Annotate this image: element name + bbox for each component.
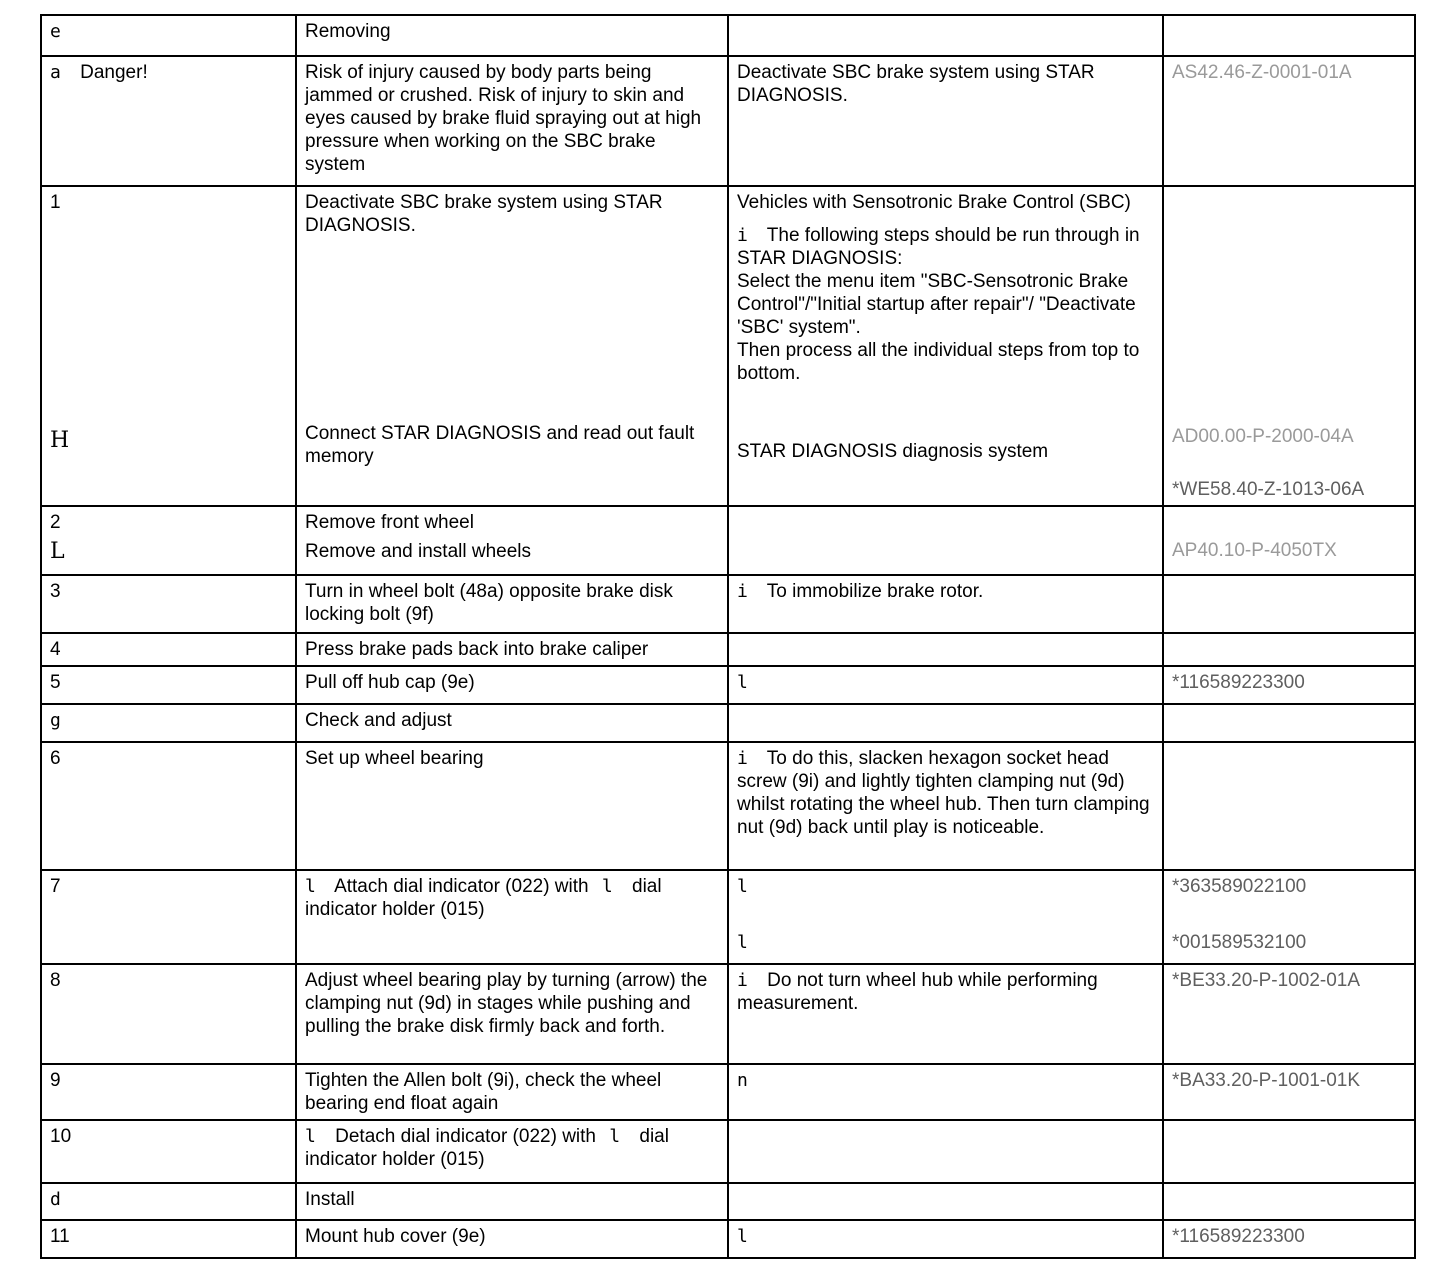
text-block (305, 1069, 719, 1115)
cell-step (41, 633, 296, 666)
symbol-glyph: i (737, 581, 748, 602)
text-span: Deactivate SBC brake system using STAR DIAGNOSIS. (305, 192, 663, 236)
cell-step (41, 1220, 296, 1258)
cell-note (728, 1064, 1163, 1120)
cell-step (41, 575, 296, 633)
symbol-glyph: l (737, 672, 748, 693)
text-block (737, 224, 1154, 270)
text-block (737, 671, 1154, 694)
cell-ref (1163, 870, 1415, 964)
text-block (50, 429, 287, 453)
table-row (41, 666, 1415, 704)
text-block (50, 20, 287, 43)
text-block (50, 191, 287, 214)
text-block (305, 511, 719, 534)
text-span: 5 (50, 672, 61, 693)
text-block (1172, 671, 1406, 694)
cell-desc (296, 633, 728, 666)
cell-ref (1163, 1183, 1415, 1220)
text-block (50, 709, 287, 732)
cell-note (728, 15, 1163, 56)
cell-step (41, 186, 296, 506)
text-block (50, 875, 287, 898)
text-span: To immobilize brake rotor. (766, 581, 984, 602)
text-span: 10 (50, 1126, 72, 1147)
text-block (50, 1069, 287, 1092)
text-block (737, 339, 1154, 385)
cell-ref (1163, 704, 1415, 742)
cell-step (41, 1183, 296, 1220)
text-span: *001589532100 (1172, 932, 1307, 953)
text-block (737, 580, 1154, 603)
symbol-glyph: L (50, 539, 65, 564)
cell-desc (296, 15, 728, 56)
text-span: AS42.46-Z-0001-01A (1172, 62, 1352, 83)
text-block (305, 61, 719, 176)
text-span: *BE33.20-P-1002-01A (1172, 970, 1361, 991)
cell-note (728, 575, 1163, 633)
text-block (737, 931, 1154, 954)
text-block (737, 440, 1154, 463)
cell-ref (1163, 964, 1415, 1064)
text-block (305, 638, 719, 661)
table-row (41, 704, 1415, 742)
text-span: 3 (50, 581, 61, 602)
text-block (50, 61, 287, 84)
cell-note (728, 633, 1163, 666)
text-span: 4 (50, 639, 61, 660)
cell-desc (296, 666, 728, 704)
text-span: Turn in wheel bolt (48a) opposite brake disk locking bolt (9f) (305, 581, 673, 625)
text-block (1172, 875, 1406, 898)
text-span: Press brake pads back into brake caliper (305, 639, 649, 660)
cell-ref (1163, 1064, 1415, 1120)
cell-ref (1163, 742, 1415, 870)
cell-note (728, 870, 1163, 964)
cell-note (728, 1220, 1163, 1258)
text-block (305, 580, 719, 626)
text-span: Then process all the individual steps from top to bottom. (737, 340, 1140, 384)
table-row (41, 56, 1415, 186)
cell-step (41, 1064, 296, 1120)
text-block (305, 1225, 719, 1248)
text-span: 7 (50, 876, 61, 897)
cell-note (728, 1183, 1163, 1220)
text-block (50, 580, 287, 603)
cell-desc (296, 506, 728, 575)
text-block (737, 1069, 1154, 1092)
text-span: Connect STAR DIAGNOSIS and read out fault memory (305, 423, 695, 467)
cell-desc (296, 575, 728, 633)
table-row (41, 742, 1415, 870)
text-block (305, 747, 719, 770)
table-row (41, 575, 1415, 633)
table-row (41, 506, 1415, 575)
text-block (305, 1188, 719, 1211)
text-span: Tighten the Allen bolt (9i), check the wheel bearing end float again (305, 1070, 662, 1114)
cell-ref (1163, 575, 1415, 633)
table-row (41, 964, 1415, 1064)
symbol-glyph: i (737, 748, 748, 769)
table-row (41, 15, 1415, 56)
text-block (50, 511, 287, 534)
text-span: *WE58.40-Z-1013-06A (1172, 479, 1365, 500)
table-row (41, 1220, 1415, 1258)
text-block (50, 671, 287, 694)
text-span: Select the menu item "SBC-Sensotronic Brake Control"/"Initial startup after repair"/ "Deactivate 'SBC' system". (737, 271, 1136, 338)
text-span: The following steps should be run through in STAR DIAGNOSIS: (737, 225, 1140, 269)
text-block (737, 1225, 1154, 1248)
text-span: Do not turn wheel hub while performing measurement. (737, 970, 1098, 1014)
text-span: To do this, slacken hexagon socket head screw (9i) and lightly tighten clamping nut (9d) whilst rotating the wheel hub. Then turn clamping nut (9d) back until play is noticeable. (737, 748, 1150, 838)
cell-desc (296, 1183, 728, 1220)
cell-note (728, 1120, 1163, 1183)
symbol-glyph: i (737, 970, 748, 991)
cell-step (41, 742, 296, 870)
cell-note (728, 186, 1163, 506)
symbol-glyph: l (305, 876, 316, 897)
text-span: 6 (50, 748, 61, 769)
cell-desc (296, 704, 728, 742)
cell-note (728, 704, 1163, 742)
text-span: 9 (50, 1070, 61, 1091)
text-block (50, 638, 287, 661)
text-block (50, 747, 287, 770)
table-row (41, 870, 1415, 964)
cell-ref (1163, 1220, 1415, 1258)
text-block (50, 969, 287, 992)
symbol-glyph: a (50, 62, 61, 83)
symbol-glyph: l (609, 1126, 621, 1147)
cell-ref (1163, 633, 1415, 666)
procedure-table-container (40, 14, 1416, 1259)
text-span: 2 (50, 512, 61, 533)
text-span: Removing (305, 21, 391, 42)
cell-desc (296, 870, 728, 964)
text-span: *116589223300 (1172, 672, 1305, 693)
text-block (737, 875, 1154, 898)
text-block (737, 61, 1154, 107)
cell-ref (1163, 666, 1415, 704)
text-block (305, 540, 719, 563)
cell-step (41, 1120, 296, 1183)
cell-ref (1163, 506, 1415, 575)
text-span: Remove and install wheels (305, 541, 532, 562)
text-block (737, 969, 1154, 1015)
text-span: 11 (50, 1226, 70, 1247)
text-block (1172, 61, 1406, 84)
symbol-glyph: l (305, 1126, 316, 1147)
cell-ref (1163, 56, 1415, 186)
symbol-glyph: n (737, 1070, 748, 1091)
text-block (305, 20, 719, 43)
table-row (41, 1120, 1415, 1183)
text-block (50, 1225, 287, 1248)
text-span: Check and adjust (305, 710, 452, 731)
text-span: Mount hub cover (9e) (305, 1226, 486, 1247)
text-block (1172, 969, 1406, 992)
symbol-glyph: l (601, 876, 613, 897)
text-block (305, 1125, 719, 1171)
text-block (50, 1125, 287, 1148)
cell-desc (296, 742, 728, 870)
text-span: AD00.00-P-2000-04A (1172, 426, 1354, 447)
symbol-glyph: g (50, 710, 61, 731)
symbol-glyph: d (50, 1189, 61, 1210)
text-block (305, 709, 719, 732)
text-block (1172, 931, 1406, 954)
text-block (305, 191, 719, 237)
cell-desc (296, 56, 728, 186)
cell-note (728, 964, 1163, 1064)
cell-step (41, 15, 296, 56)
text-block (737, 191, 1154, 214)
text-block (50, 540, 287, 564)
cell-desc (296, 964, 728, 1064)
text-block (1172, 1225, 1406, 1248)
cell-ref (1163, 15, 1415, 56)
table-row (41, 633, 1415, 666)
text-span: AP40.10-P-4050TX (1172, 540, 1337, 561)
text-span: Adjust wheel bearing play by turning (arrow) the clamping nut (9d) in stages while pushing and pulling the brake disk firmly back and forth. (305, 970, 708, 1037)
text-span: Detach dial indicator (022) with (335, 1126, 596, 1147)
text-block (737, 747, 1154, 839)
text-block (305, 969, 719, 1038)
cell-step (41, 506, 296, 575)
text-span: *116589223300 (1172, 1226, 1305, 1247)
text-span: Risk of injury caused by body parts being jammed or crushed. Risk of injury to skin and eyes caused by brake fluid spraying out at high pressure when working on the SBC brake system (305, 62, 702, 175)
text-block (305, 671, 719, 694)
cell-desc (296, 186, 728, 506)
cell-step (41, 704, 296, 742)
table-row (41, 1064, 1415, 1120)
cell-desc (296, 1220, 728, 1258)
cell-step (41, 870, 296, 964)
text-span: 1 (50, 192, 61, 213)
symbol-glyph: l (737, 876, 748, 897)
text-block (1172, 425, 1406, 448)
symbol-glyph: l (737, 1226, 748, 1247)
symbol-glyph: i (737, 225, 748, 246)
text-span: 8 (50, 970, 61, 991)
table-row (41, 186, 1415, 506)
text-block (305, 422, 719, 468)
text-span: dial indicator holder (015) (305, 876, 662, 920)
procedure-table-body (41, 15, 1415, 1258)
symbol-glyph: H (50, 428, 70, 453)
symbol-glyph: l (737, 932, 748, 953)
text-span: Install (305, 1189, 355, 1210)
text-span: *363589022100 (1172, 876, 1307, 897)
text-span: Pull off hub cap (9e) (305, 672, 475, 693)
text-block (1172, 539, 1406, 562)
cell-desc (296, 1120, 728, 1183)
text-span: dial indicator holder (015) (305, 1126, 669, 1170)
cell-step (41, 964, 296, 1064)
cell-step (41, 666, 296, 704)
table-row (41, 1183, 1415, 1220)
cell-note (728, 666, 1163, 704)
cell-ref (1163, 186, 1415, 506)
cell-note (728, 506, 1163, 575)
text-block (737, 270, 1154, 339)
text-span: Set up wheel bearing (305, 748, 484, 769)
text-block (1172, 1069, 1406, 1092)
symbol-glyph: e (50, 21, 61, 42)
cell-note (728, 56, 1163, 186)
text-block (1172, 478, 1406, 501)
text-span: Remove front wheel (305, 512, 474, 533)
cell-note (728, 742, 1163, 870)
procedure-table (40, 14, 1416, 1259)
text-block (50, 1188, 287, 1211)
text-span: STAR DIAGNOSIS diagnosis system (737, 441, 1049, 462)
text-span: Danger! (80, 62, 148, 83)
text-span: Attach dial indicator (022) with (334, 876, 589, 897)
text-span: *BA33.20-P-1001-01K (1172, 1070, 1361, 1091)
cell-ref (1163, 1120, 1415, 1183)
text-span: Vehicles with Sensotronic Brake Control (SBC) (737, 192, 1131, 213)
text-block (305, 875, 719, 921)
text-span: Deactivate SBC brake system using STAR DIAGNOSIS. (737, 62, 1095, 106)
cell-step (41, 56, 296, 186)
cell-desc (296, 1064, 728, 1120)
